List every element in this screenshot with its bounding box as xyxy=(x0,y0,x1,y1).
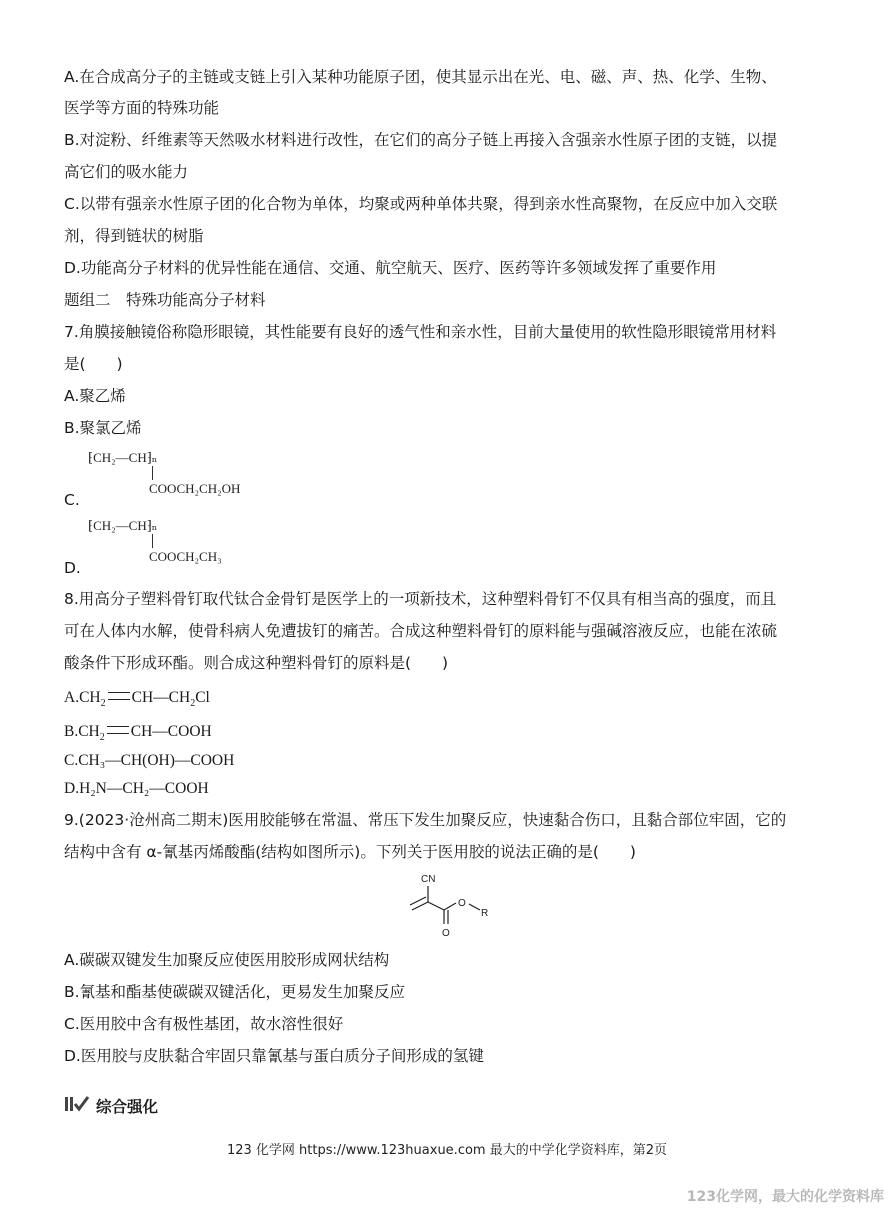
formula-part: CH—CH xyxy=(131,689,191,706)
line-5: C.以带有强亲水性原子团的化合物为单体，均聚或两种单体共聚，得到亲水性高聚物，在反应中加入交联 xyxy=(64,195,778,213)
bond-line xyxy=(152,534,153,548)
q9-option-d: D.医用胶与皮肤黏合牢固只靠氰基与蛋白质分子间形成的氢键 xyxy=(64,1047,484,1065)
line-3: B.对淀粉、纤维素等天然吸水材料进行改性，在它们的高分子链上再接入含强亲水性原子团的支链，以提 xyxy=(64,131,778,149)
q7-stem-2: 是( ) xyxy=(64,355,123,373)
q8-option-a xyxy=(64,688,210,714)
watermark: 123化学网，最大的化学资料库 xyxy=(686,1189,884,1205)
ester-oxygen-label: O xyxy=(458,898,466,909)
q7-option-d: D. xyxy=(64,559,81,577)
q8-stem-1: 8.用高分子塑料骨钉取代钛合金骨钉是医学上的一项新技术，这种塑料骨钉不仅具有相当高的强度，而且 xyxy=(64,590,777,608)
page-footer: 123 化学网 https://www.123huaxue.com 最大的中学化学资料库，第2页 xyxy=(226,1143,667,1158)
polymer-backbone: ⁅CH₂—CH⁆ₙ xyxy=(88,450,158,465)
r-group-label: R xyxy=(481,908,489,919)
section-title: 综合强化 xyxy=(96,1098,159,1116)
q9-option-a: A.碳碳双键发生加聚反应使医用胶形成网状结构 xyxy=(64,951,390,969)
line-1: A.在合成高分子的主链或支链上引入某种功能原子团，使其显示出在光、电、磁、声、热、化学、生物、 xyxy=(64,68,777,86)
q9-option-b: B.氰基和酯基使碳碳双键活化，更易发生加聚反应 xyxy=(64,983,406,1001)
subscript: 2 xyxy=(99,732,105,744)
line-2: 医学等方面的特殊功能 xyxy=(64,99,220,117)
group-heading: 题组二 特殊功能高分子材料 xyxy=(64,291,266,309)
double-bond-icon xyxy=(107,726,129,734)
double-bond-icon xyxy=(108,692,130,700)
q7-option-c: C. xyxy=(64,491,80,509)
q9-stem-1: 9.(2023·沧州高二期末)医用胶能够在常温、常压下发生加聚反应，快速黏合伤口，且黏合部位牢固，它的 xyxy=(64,811,787,829)
carbonyl-oxygen-label: O xyxy=(442,928,450,939)
formula-part: Cl xyxy=(195,689,210,706)
q9-stem-2: 结构中含有 α-氰基丙烯酸酯(结构如图所示)。下列关于医用胶的说法正确的是( ) xyxy=(64,843,636,861)
q8-option-c: C.CH₃—CH(OH)—COOH xyxy=(64,752,235,769)
q8-stem-3: 酸条件下形成环酯。则合成这种塑料骨钉的原料是( ) xyxy=(64,654,449,672)
side-group: COOCH₂CH₂OH xyxy=(149,481,241,496)
cyanoacrylate-structure xyxy=(400,868,500,940)
bond-line xyxy=(152,466,153,480)
line-4: 高它们的吸水能力 xyxy=(64,163,189,181)
formula-part: A.CH xyxy=(64,689,101,706)
line-7: D.功能高分子材料的优异性能在通信、交通、航空航天、医疗、医药等许多领域发挥了重要作用 xyxy=(64,259,717,277)
subscript: 2 xyxy=(190,698,196,710)
polymer-backbone: ⁅CH₂—CH⁆ₙ xyxy=(88,518,158,533)
formula-part: CH—COOH xyxy=(130,723,212,740)
q9-option-c: C.医用胶中含有极性基团，故水溶性很好 xyxy=(64,1015,344,1033)
q8-option-d: D.H₂N—CH₂—COOH xyxy=(64,780,209,797)
q8-stem-2: 可在人体内水解，使骨科病人免遭拔钉的痛苦。合成这种塑料骨钉的原料能与强碱溶液反应，也能在浓硫 xyxy=(64,622,778,640)
side-group: COOCH₂CH₃ xyxy=(149,549,222,564)
formula-part: B.CH xyxy=(64,723,100,740)
subscript: 2 xyxy=(100,698,106,710)
q7-stem-1: 7.角膜接触镜俗称隐形眼镜，其性能要有良好的透气性和亲水性，目前大量使用的软性隐形眼镜常用材料 xyxy=(64,323,777,341)
q7-option-b: B.聚氯乙烯 xyxy=(64,419,142,437)
line-6: 剂，得到链状的树脂 xyxy=(64,227,204,245)
section-check-icon xyxy=(64,1095,90,1113)
q7-option-a: A.聚乙烯 xyxy=(64,387,126,405)
cyano-label: CN xyxy=(421,874,436,885)
q8-option-b xyxy=(64,722,212,748)
